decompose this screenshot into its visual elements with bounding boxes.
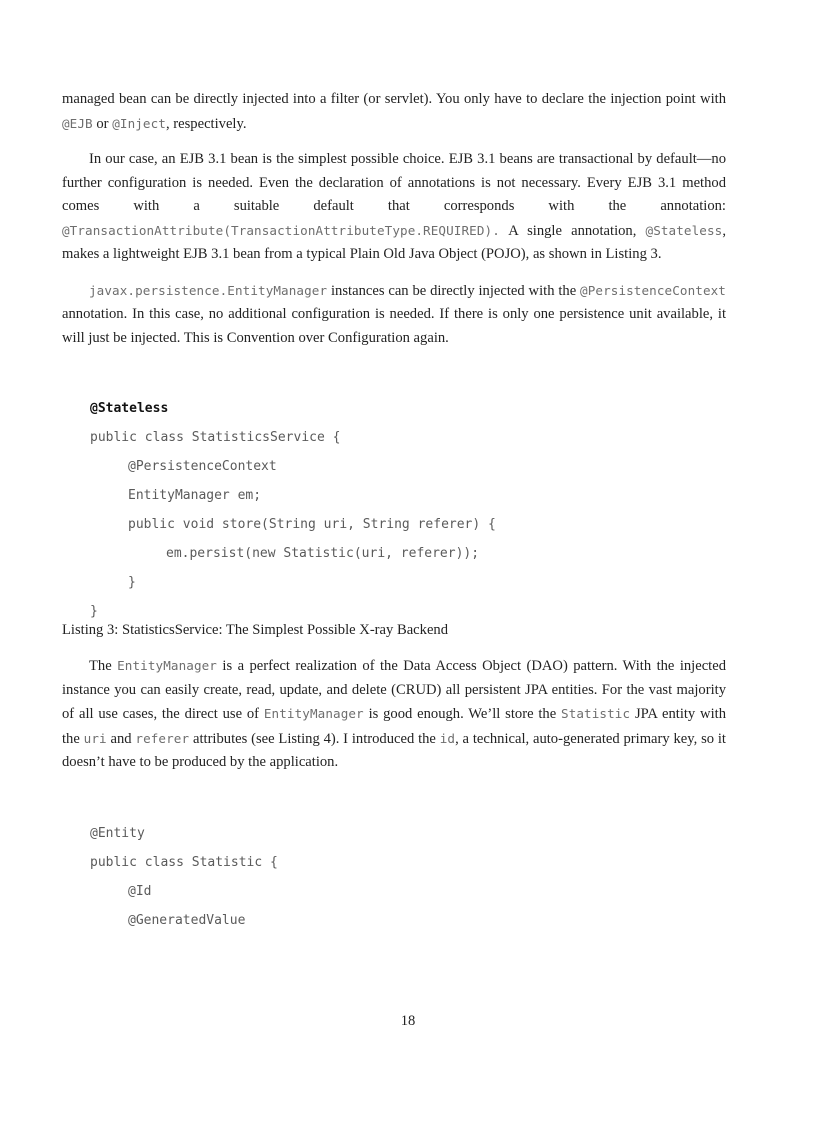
page-number: 18 (400, 1013, 416, 1029)
text-run: is good enough. We’ll store the (363, 706, 562, 722)
text-run: JPA entity with the (62, 706, 726, 747)
text-run: , respectively. (165, 115, 247, 132)
code-line: @GeneratedValue (128, 912, 246, 928)
code-uri: uri (83, 730, 107, 746)
code-line: public class StatisticsService { (90, 430, 341, 445)
code-line: @Id (128, 883, 152, 899)
code-persistence-context: @PersistenceContext (580, 282, 726, 298)
text-run: , makes a lightweight EJB 3.1 bean from a typical Plain Old Java Object (POJO), as shown in Listing 3. (62, 222, 726, 262)
code-line: } (128, 575, 136, 590)
paragraph-ejb-choice (62, 148, 726, 267)
paragraph-injection (62, 88, 726, 136)
code-statistic: Statistic (561, 706, 631, 721)
code-entity-manager: EntityManager (263, 706, 364, 721)
code-line: public void store(String uri, String referer) { (128, 517, 496, 532)
text-run: attributes (see Listing 4). I introduced the (189, 730, 440, 747)
page-content (62, 88, 726, 935)
code-line: } (90, 604, 98, 619)
text-run: is a perfect realization of the Data Access Object (DAO) pattern. With the injected instance you can easily create, read, update, and delete (CRUD) all persistent JPA entities. For the vast majority of all use cases, the direct use of (62, 658, 727, 722)
code-inject: @Inject (112, 115, 166, 131)
code-line: @Entity (90, 825, 145, 841)
text-run: In our case, an EJB 3.1 bean is the simplest possible choice. EJB 3.1 beans are transactional by default—no further configuration is needed. Even the declaration of annotations is not necessary. Every EJB 3.1 method comes with a suitable default that corresponds with the annotation: (62, 151, 726, 214)
text-run: instances can be directly injected with the (327, 282, 581, 299)
code-stateless: @Stateless (645, 222, 723, 238)
listing-caption: Listing 3: StatisticsService: The Simplest Possible X-ray Backend (62, 622, 449, 638)
text-run: and (106, 730, 136, 747)
code-ejb: @EJB (62, 115, 93, 131)
text-run: managed bean can be directly injected into a filter (or servlet). You only have to declare the injection point with (62, 91, 726, 107)
code-listing-4 (62, 819, 726, 935)
code-transaction-attribute: @TransactionAttribute(TransactionAttributeType.REQUIRED). (62, 222, 500, 238)
text-run: The (89, 658, 118, 674)
code-entity-manager: EntityManager (117, 658, 217, 673)
code-referer: referer (135, 730, 190, 746)
text-run: annotation. In this case, no additional configuration is needed. If there is only one persistence unit available, it will just be injected. This is Convention over Configuration again. (62, 306, 726, 346)
code-line: em.persist(new Statistic(uri, referer)); (166, 546, 480, 561)
paragraph-entity-manager (62, 279, 726, 351)
code-line: @Stateless (90, 401, 169, 416)
paragraph-dao-pattern (62, 654, 726, 775)
code-entity-manager-class: javax.persistence.EntityManager (89, 282, 328, 298)
code-line: public class Statistic { (90, 854, 278, 870)
code-line: EntityManager em; (128, 488, 262, 503)
code-line: @PersistenceContext (128, 459, 277, 474)
text-run: A single annotation, (499, 222, 646, 239)
code-id: id (439, 730, 456, 746)
text-run: or (92, 115, 113, 132)
code-listing-3 (62, 394, 726, 626)
text-run: , a technical, auto-generated primary key, so it doesn’t have to be produced by the application. (62, 730, 726, 770)
